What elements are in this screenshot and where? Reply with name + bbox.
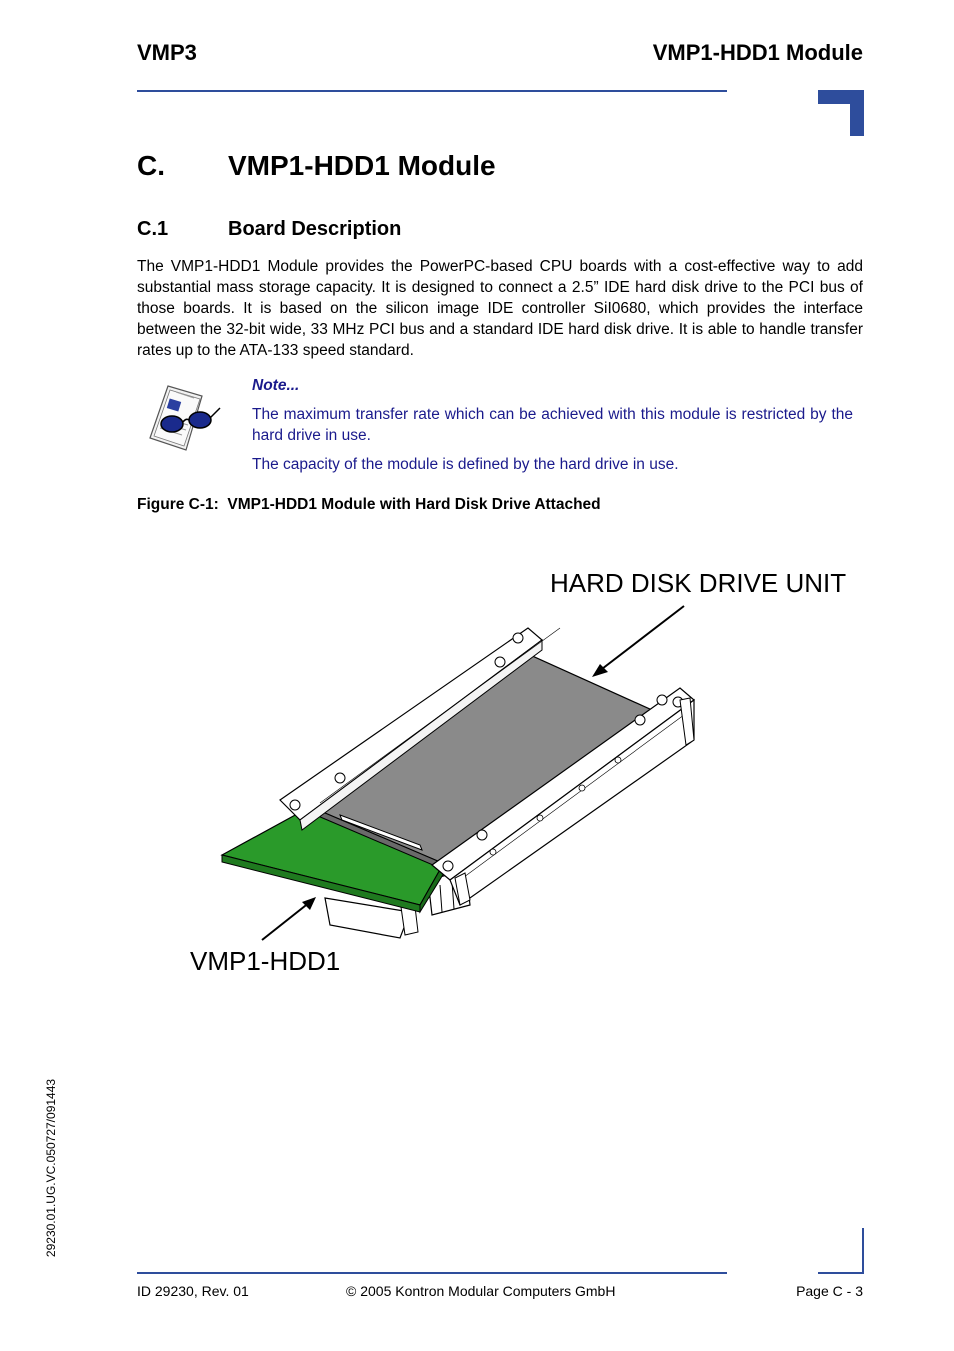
note-label: Note... — [252, 377, 300, 394]
chapter-number: C. — [137, 150, 165, 181]
section-title: Board Description — [228, 218, 402, 240]
document-side-id: 29230.01.UG.VC.050727/091443 — [44, 1078, 58, 1257]
header-left: VMP3 — [137, 40, 197, 65]
header-rule — [137, 90, 727, 92]
callout-hard-disk-drive: HARD DISK DRIVE UNIT — [550, 568, 847, 598]
section-number: C.1 — [137, 218, 169, 240]
figure-caption: Figure C-1: VMP1-HDD1 Module with Hard Disk Drive Attached — [137, 496, 601, 513]
footer-rule — [137, 1272, 727, 1274]
corner-mark-top — [818, 90, 864, 136]
callout-vmp1-hdd1: VMP1-HDD1 — [190, 946, 341, 976]
module-illustration — [180, 560, 880, 980]
note-paragraph-2: The capacity of the module is defined by the hard drive in use. — [252, 456, 679, 473]
corner-mark-bottom — [818, 1228, 864, 1274]
footer-id: ID 29230, Rev. 01 — [137, 1283, 249, 1299]
note-glasses-icon — [142, 380, 224, 456]
body-paragraph: The VMP1-HDD1 Module provides the PowerPC-based CPU boards with a cost-effective way to add substantial mass storage capacity. It is designed to connect a 2.5” IDE hard disk drive to the PCI bus of those boards. It is based on the silicon image IDE controller SiI0680, which provides the interface between the 32-bit wide, 33 MHz PCI bus and a standard IDE hard disk drive. It is able to handle transfer rates up to the ATA-133 speed standard. — [137, 258, 863, 359]
header-right: VMP1-HDD1 Module — [652, 40, 863, 65]
chapter-title: VMP1-HDD1 Module — [228, 150, 496, 181]
footer-copyright: © 2005 Kontron Modular Computers GmbH — [346, 1283, 616, 1299]
note-paragraph-1: The maximum transfer rate which can be achieved with this module is restricted by the hard drive in use. — [252, 406, 853, 444]
footer-page-number: Page C - 3 — [796, 1283, 863, 1299]
